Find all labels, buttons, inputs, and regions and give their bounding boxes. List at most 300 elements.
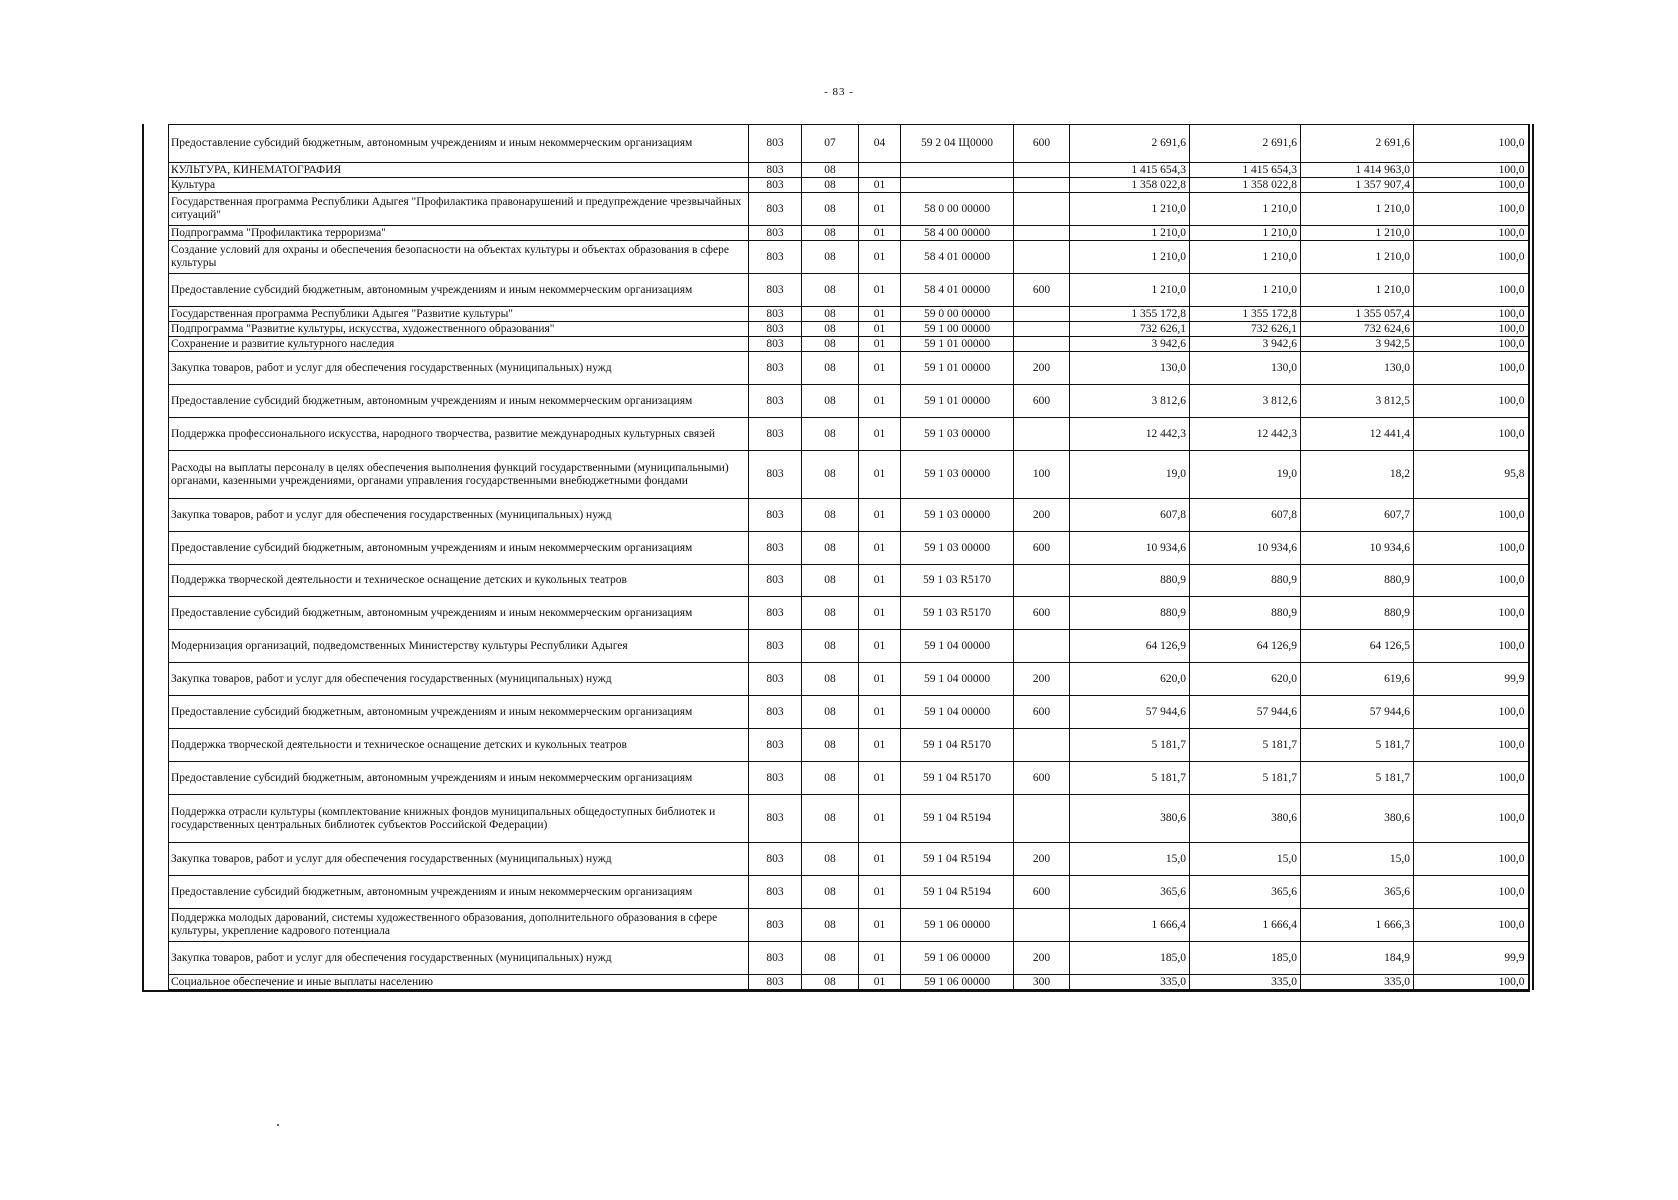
cell-actual: 15,0 [1301, 843, 1414, 876]
cell-pr: 01 [859, 843, 901, 876]
budget-table [168, 124, 1530, 990]
cell-pr: 01 [859, 876, 901, 909]
cell-csr: 58 0 00 00000 [901, 193, 1014, 226]
page-number: - 83 - [824, 86, 854, 98]
table-row [169, 843, 1529, 876]
cell-name: Поддержка творческой деятельности и техническое оснащение детских и кукольных театров [169, 729, 749, 762]
cell-vr [1014, 795, 1070, 843]
cell-actual: 5 181,7 [1301, 729, 1414, 762]
cell-refined: 130,0 [1190, 352, 1301, 385]
table-body [169, 125, 1529, 990]
cell-plan: 365,6 [1070, 876, 1190, 909]
cell-percent: 100,0 [1414, 597, 1529, 630]
cell-pr: 01 [859, 499, 901, 532]
cell-name: Предоставление субсидий бюджетным, автономным учреждениям и иным некоммерческим организациям [169, 532, 749, 565]
cell-refined: 607,8 [1190, 499, 1301, 532]
cell-name: Сохранение и развитие культурного наследия [169, 337, 749, 352]
cell-rz: 08 [802, 451, 859, 499]
table-row [169, 696, 1529, 729]
table-row [169, 975, 1529, 990]
cell-csr [901, 178, 1014, 193]
cell-csr: 59 1 01 00000 [901, 352, 1014, 385]
cell-ved: 803 [749, 226, 802, 241]
cell-actual: 12 441,4 [1301, 418, 1414, 451]
cell-actual: 335,0 [1301, 975, 1414, 990]
cell-pr: 01 [859, 193, 901, 226]
cell-vr: 200 [1014, 352, 1070, 385]
cell-refined: 335,0 [1190, 975, 1301, 990]
cell-csr: 59 0 00 00000 [901, 307, 1014, 322]
cell-csr: 58 4 00 00000 [901, 226, 1014, 241]
cell-rz: 07 [802, 125, 859, 163]
cell-vr: 600 [1014, 125, 1070, 163]
cell-plan: 57 944,6 [1070, 696, 1190, 729]
cell-plan: 880,9 [1070, 565, 1190, 597]
cell-ved: 803 [749, 451, 802, 499]
cell-plan: 5 181,7 [1070, 729, 1190, 762]
cell-refined: 1 415 654,3 [1190, 163, 1301, 178]
cell-refined: 880,9 [1190, 565, 1301, 597]
cell-name: Поддержка молодых дарований, системы художественного образования, дополнительного образования в сфере культуры, укрепление кадрового потенциала [169, 909, 749, 942]
cell-actual: 64 126,5 [1301, 630, 1414, 663]
cell-csr: 59 1 01 00000 [901, 337, 1014, 352]
cell-actual: 380,6 [1301, 795, 1414, 843]
cell-vr: 600 [1014, 385, 1070, 418]
cell-name: Закупка товаров, работ и услуг для обеспечения государственных (муниципальных) нужд [169, 843, 749, 876]
cell-name: Закупка товаров, работ и услуг для обеспечения государственных (муниципальных) нужд [169, 663, 749, 696]
cell-rz: 08 [802, 385, 859, 418]
cell-ved: 803 [749, 385, 802, 418]
cell-refined: 1 210,0 [1190, 274, 1301, 307]
cell-ved: 803 [749, 352, 802, 385]
cell-refined: 1 358 022,8 [1190, 178, 1301, 193]
table-row [169, 663, 1529, 696]
cell-percent: 100,0 [1414, 532, 1529, 565]
cell-vr: 600 [1014, 274, 1070, 307]
cell-ved: 803 [749, 597, 802, 630]
cell-actual: 1 210,0 [1301, 226, 1414, 241]
cell-ved: 803 [749, 532, 802, 565]
cell-rz: 08 [802, 663, 859, 696]
cell-vr: 200 [1014, 499, 1070, 532]
cell-vr [1014, 565, 1070, 597]
cell-rz: 08 [802, 532, 859, 565]
cell-refined: 57 944,6 [1190, 696, 1301, 729]
cell-ved: 803 [749, 337, 802, 352]
cell-actual: 57 944,6 [1301, 696, 1414, 729]
cell-actual: 1 210,0 [1301, 241, 1414, 274]
cell-plan: 64 126,9 [1070, 630, 1190, 663]
cell-rz: 08 [802, 597, 859, 630]
table-row [169, 125, 1529, 163]
cell-ved: 803 [749, 178, 802, 193]
cell-actual: 2 691,6 [1301, 125, 1414, 163]
cell-name: Предоставление субсидий бюджетным, автономным учреждениям и иным некоммерческим организациям [169, 876, 749, 909]
cell-ved: 803 [749, 795, 802, 843]
cell-name: Предоставление субсидий бюджетным, автономным учреждениям и иным некоммерческим организациям [169, 385, 749, 418]
cell-percent: 99,9 [1414, 663, 1529, 696]
cell-csr: 58 4 01 00000 [901, 241, 1014, 274]
cell-pr: 01 [859, 942, 901, 975]
cell-csr: 59 1 00 00000 [901, 322, 1014, 337]
table-row [169, 226, 1529, 241]
cell-plan: 620,0 [1070, 663, 1190, 696]
cell-refined: 620,0 [1190, 663, 1301, 696]
cell-refined: 380,6 [1190, 795, 1301, 843]
cell-ved: 803 [749, 565, 802, 597]
cell-pr: 01 [859, 178, 901, 193]
cell-pr [859, 163, 901, 178]
cell-vr [1014, 193, 1070, 226]
cell-percent: 100,0 [1414, 337, 1529, 352]
table-row [169, 942, 1529, 975]
cell-rz: 08 [802, 178, 859, 193]
cell-plan: 5 181,7 [1070, 762, 1190, 795]
cell-name: Закупка товаров, работ и услуг для обеспечения государственных (муниципальных) нужд [169, 499, 749, 532]
cell-csr: 59 1 04 00000 [901, 663, 1014, 696]
cell-vr: 600 [1014, 696, 1070, 729]
table-row [169, 337, 1529, 352]
cell-csr: 59 1 04 00000 [901, 696, 1014, 729]
cell-plan: 15,0 [1070, 843, 1190, 876]
cell-csr: 59 1 06 00000 [901, 942, 1014, 975]
cell-ved: 803 [749, 909, 802, 942]
cell-percent: 100,0 [1414, 322, 1529, 337]
cell-rz: 08 [802, 565, 859, 597]
cell-pr: 01 [859, 532, 901, 565]
cell-name: Поддержка отрасли культуры (комплектование книжных фондов муниципальных общедоступных библиотек и государственных центральных библиотек субъектов Российской Федерации) [169, 795, 749, 843]
cell-refined: 3 812,6 [1190, 385, 1301, 418]
cell-rz: 08 [802, 876, 859, 909]
cell-csr: 59 2 04 Щ0000 [901, 125, 1014, 163]
cell-percent: 100,0 [1414, 385, 1529, 418]
cell-actual: 1 210,0 [1301, 274, 1414, 307]
cell-refined: 19,0 [1190, 451, 1301, 499]
cell-actual: 880,9 [1301, 565, 1414, 597]
cell-name: Поддержка творческой деятельности и техническое оснащение детских и кукольных театров [169, 565, 749, 597]
cell-plan: 1 210,0 [1070, 274, 1190, 307]
cell-refined: 880,9 [1190, 597, 1301, 630]
cell-percent: 99,9 [1414, 942, 1529, 975]
cell-name: Создание условий для охраны и обеспечения безопасности на объектах культуры и объектах образования в сфере культуры [169, 241, 749, 274]
table-row [169, 241, 1529, 274]
cell-plan: 1 210,0 [1070, 193, 1190, 226]
cell-rz: 08 [802, 307, 859, 322]
cell-percent: 100,0 [1414, 843, 1529, 876]
cell-csr: 59 1 03 00000 [901, 532, 1014, 565]
cell-plan: 19,0 [1070, 451, 1190, 499]
cell-rz: 08 [802, 352, 859, 385]
cell-vr: 600 [1014, 532, 1070, 565]
cell-percent: 100,0 [1414, 795, 1529, 843]
cell-csr: 59 1 04 R5194 [901, 876, 1014, 909]
cell-vr [1014, 226, 1070, 241]
cell-refined: 5 181,7 [1190, 729, 1301, 762]
cell-ved: 803 [749, 630, 802, 663]
cell-vr [1014, 241, 1070, 274]
cell-csr: 59 1 03 00000 [901, 451, 1014, 499]
cell-plan: 3 812,6 [1070, 385, 1190, 418]
cell-actual: 880,9 [1301, 597, 1414, 630]
cell-vr [1014, 418, 1070, 451]
cell-csr: 59 1 01 00000 [901, 385, 1014, 418]
cell-ved: 803 [749, 163, 802, 178]
cell-csr: 59 1 06 00000 [901, 975, 1014, 990]
cell-rz: 08 [802, 274, 859, 307]
cell-plan: 185,0 [1070, 942, 1190, 975]
cell-pr: 01 [859, 241, 901, 274]
cell-csr: 59 1 04 R5194 [901, 843, 1014, 876]
cell-csr: 59 1 04 R5170 [901, 729, 1014, 762]
cell-name: Подпрограмма "Развитие культуры, искусства, художественного образования" [169, 322, 749, 337]
cell-vr: 100 [1014, 451, 1070, 499]
table-row [169, 163, 1529, 178]
cell-vr [1014, 178, 1070, 193]
cell-rz: 08 [802, 337, 859, 352]
cell-vr: 200 [1014, 663, 1070, 696]
cell-csr: 58 4 01 00000 [901, 274, 1014, 307]
table-row [169, 322, 1529, 337]
cell-pr: 01 [859, 352, 901, 385]
cell-rz: 08 [802, 975, 859, 990]
cell-actual: 365,6 [1301, 876, 1414, 909]
cell-percent: 100,0 [1414, 499, 1529, 532]
cell-pr: 01 [859, 451, 901, 499]
cell-name: Закупка товаров, работ и услуг для обеспечения государственных (муниципальных) нужд [169, 942, 749, 975]
cell-percent: 100,0 [1414, 762, 1529, 795]
cell-refined: 185,0 [1190, 942, 1301, 975]
cell-pr: 01 [859, 729, 901, 762]
cell-actual: 732 624,6 [1301, 322, 1414, 337]
cell-ved: 803 [749, 942, 802, 975]
cell-percent: 100,0 [1414, 975, 1529, 990]
cell-ved: 803 [749, 663, 802, 696]
cell-csr [901, 163, 1014, 178]
table-row [169, 307, 1529, 322]
cell-percent: 100,0 [1414, 630, 1529, 663]
cell-pr: 01 [859, 322, 901, 337]
cell-pr: 01 [859, 795, 901, 843]
cell-csr: 59 1 03 R5170 [901, 597, 1014, 630]
cell-percent: 100,0 [1414, 729, 1529, 762]
cell-pr: 01 [859, 418, 901, 451]
cell-plan: 1 210,0 [1070, 226, 1190, 241]
cell-rz: 08 [802, 418, 859, 451]
cell-vr [1014, 729, 1070, 762]
table-row [169, 597, 1529, 630]
cell-percent: 100,0 [1414, 876, 1529, 909]
cell-ved: 803 [749, 499, 802, 532]
cell-plan: 1 210,0 [1070, 241, 1190, 274]
cell-actual: 619,6 [1301, 663, 1414, 696]
table-row [169, 193, 1529, 226]
cell-percent: 100,0 [1414, 352, 1529, 385]
cell-name: Государственная программа Республики Адыгея "Развитие культуры" [169, 307, 749, 322]
cell-pr: 01 [859, 630, 901, 663]
cell-ved: 803 [749, 729, 802, 762]
cell-vr: 600 [1014, 597, 1070, 630]
table-row [169, 352, 1529, 385]
cell-actual: 3 942,5 [1301, 337, 1414, 352]
cell-refined: 1 210,0 [1190, 226, 1301, 241]
cell-rz: 08 [802, 909, 859, 942]
cell-percent: 100,0 [1414, 307, 1529, 322]
cell-rz: 08 [802, 696, 859, 729]
cell-percent: 100,0 [1414, 163, 1529, 178]
cell-refined: 12 442,3 [1190, 418, 1301, 451]
cell-percent: 100,0 [1414, 193, 1529, 226]
cell-refined: 1 355 172,8 [1190, 307, 1301, 322]
cell-percent: 100,0 [1414, 241, 1529, 274]
cell-ved: 803 [749, 241, 802, 274]
cell-vr [1014, 337, 1070, 352]
cell-actual: 1 357 907,4 [1301, 178, 1414, 193]
cell-refined: 1 666,4 [1190, 909, 1301, 942]
cell-actual: 1 666,3 [1301, 909, 1414, 942]
cell-percent: 100,0 [1414, 125, 1529, 163]
cell-csr: 59 1 04 R5194 [901, 795, 1014, 843]
table-row [169, 418, 1529, 451]
cell-rz: 08 [802, 226, 859, 241]
cell-vr: 200 [1014, 942, 1070, 975]
cell-percent: 100,0 [1414, 696, 1529, 729]
cell-csr: 59 1 04 R5170 [901, 762, 1014, 795]
table-row [169, 499, 1529, 532]
cell-percent: 100,0 [1414, 226, 1529, 241]
cell-csr: 59 1 03 R5170 [901, 565, 1014, 597]
cell-pr: 01 [859, 226, 901, 241]
cell-refined: 732 626,1 [1190, 322, 1301, 337]
cell-actual: 184,9 [1301, 942, 1414, 975]
cell-plan: 1 355 172,8 [1070, 307, 1190, 322]
table-row [169, 532, 1529, 565]
cell-rz: 08 [802, 322, 859, 337]
cell-actual: 607,7 [1301, 499, 1414, 532]
cell-ved: 803 [749, 307, 802, 322]
cell-percent: 100,0 [1414, 178, 1529, 193]
cell-name: Социальное обеспечение и иные выплаты населению [169, 975, 749, 990]
cell-percent: 100,0 [1414, 274, 1529, 307]
cell-name: Предоставление субсидий бюджетным, автономным учреждениям и иным некоммерческим организациям [169, 762, 749, 795]
cell-rz: 08 [802, 193, 859, 226]
cell-pr: 01 [859, 385, 901, 418]
table-row [169, 274, 1529, 307]
cell-actual: 1 414 963,0 [1301, 163, 1414, 178]
cell-percent: 95,8 [1414, 451, 1529, 499]
cell-csr: 59 1 04 00000 [901, 630, 1014, 663]
cell-percent: 100,0 [1414, 418, 1529, 451]
cell-csr: 59 1 06 00000 [901, 909, 1014, 942]
cell-percent: 100,0 [1414, 909, 1529, 942]
cell-refined: 1 210,0 [1190, 241, 1301, 274]
cell-plan: 130,0 [1070, 352, 1190, 385]
cell-name: Подпрограмма "Профилактика терроризма" [169, 226, 749, 241]
cell-pr: 01 [859, 565, 901, 597]
cell-plan: 10 934,6 [1070, 532, 1190, 565]
cell-ved: 803 [749, 696, 802, 729]
cell-name: Предоставление субсидий бюджетным, автономным учреждениям и иным некоммерческим организациям [169, 125, 749, 163]
cell-actual: 5 181,7 [1301, 762, 1414, 795]
cell-plan: 1 358 022,8 [1070, 178, 1190, 193]
cell-rz: 08 [802, 241, 859, 274]
cell-name: КУЛЬТУРА, КИНЕМАТОГРАФИЯ [169, 163, 749, 178]
cell-pr: 01 [859, 975, 901, 990]
cell-refined: 15,0 [1190, 843, 1301, 876]
cell-ved: 803 [749, 843, 802, 876]
cell-pr: 01 [859, 307, 901, 322]
cell-plan: 2 691,6 [1070, 125, 1190, 163]
cell-ved: 803 [749, 418, 802, 451]
cell-plan: 380,6 [1070, 795, 1190, 843]
cell-ved: 803 [749, 762, 802, 795]
table-row [169, 729, 1529, 762]
cell-rz: 08 [802, 843, 859, 876]
cell-name: Расходы на выплаты персоналу в целях обеспечения выполнения функций государственными (муниципальными) органами, казенными учреждениями, органами управления государственными внебюджетными фондами [169, 451, 749, 499]
cell-vr [1014, 307, 1070, 322]
cell-pr: 01 [859, 337, 901, 352]
cell-name: Предоставление субсидий бюджетным, автономным учреждениям и иным некоммерческим организациям [169, 696, 749, 729]
cell-vr [1014, 322, 1070, 337]
cell-name: Государственная программа Республики Адыгея "Профилактика правонарушений и предупреждение чрезвычайных ситуаций" [169, 193, 749, 226]
cell-ved: 803 [749, 193, 802, 226]
cell-rz: 08 [802, 729, 859, 762]
table-row [169, 565, 1529, 597]
cell-actual: 3 812,5 [1301, 385, 1414, 418]
cell-pr: 01 [859, 597, 901, 630]
cell-ved: 803 [749, 975, 802, 990]
cell-refined: 64 126,9 [1190, 630, 1301, 663]
cell-pr: 01 [859, 696, 901, 729]
cell-refined: 365,6 [1190, 876, 1301, 909]
cell-rz: 08 [802, 499, 859, 532]
cell-plan: 3 942,6 [1070, 337, 1190, 352]
cell-pr: 01 [859, 762, 901, 795]
cell-rz: 08 [802, 762, 859, 795]
cell-name: Предоставление субсидий бюджетным, автономным учреждениям и иным некоммерческим организациям [169, 274, 749, 307]
cell-pr: 01 [859, 663, 901, 696]
cell-percent: 100,0 [1414, 565, 1529, 597]
cell-ved: 803 [749, 125, 802, 163]
table-row [169, 385, 1529, 418]
cell-ved: 803 [749, 274, 802, 307]
cell-name: Закупка товаров, работ и услуг для обеспечения государственных (муниципальных) нужд [169, 352, 749, 385]
cell-rz: 08 [802, 942, 859, 975]
cell-actual: 1 210,0 [1301, 193, 1414, 226]
table-row [169, 451, 1529, 499]
cell-actual: 10 934,6 [1301, 532, 1414, 565]
table-row [169, 795, 1529, 843]
cell-refined: 1 210,0 [1190, 193, 1301, 226]
cell-plan: 335,0 [1070, 975, 1190, 990]
cell-actual: 18,2 [1301, 451, 1414, 499]
cell-vr: 600 [1014, 876, 1070, 909]
cell-name: Предоставление субсидий бюджетным, автономным учреждениям и иным некоммерческим организациям [169, 597, 749, 630]
table-row [169, 630, 1529, 663]
scan-speck [277, 1124, 279, 1126]
cell-vr [1014, 909, 1070, 942]
cell-plan: 607,8 [1070, 499, 1190, 532]
cell-vr [1014, 163, 1070, 178]
cell-rz: 08 [802, 795, 859, 843]
cell-plan: 1 666,4 [1070, 909, 1190, 942]
cell-refined: 5 181,7 [1190, 762, 1301, 795]
cell-refined: 2 691,6 [1190, 125, 1301, 163]
cell-plan: 1 415 654,3 [1070, 163, 1190, 178]
cell-ved: 803 [749, 322, 802, 337]
cell-actual: 130,0 [1301, 352, 1414, 385]
cell-vr: 200 [1014, 843, 1070, 876]
cell-pr: 01 [859, 909, 901, 942]
